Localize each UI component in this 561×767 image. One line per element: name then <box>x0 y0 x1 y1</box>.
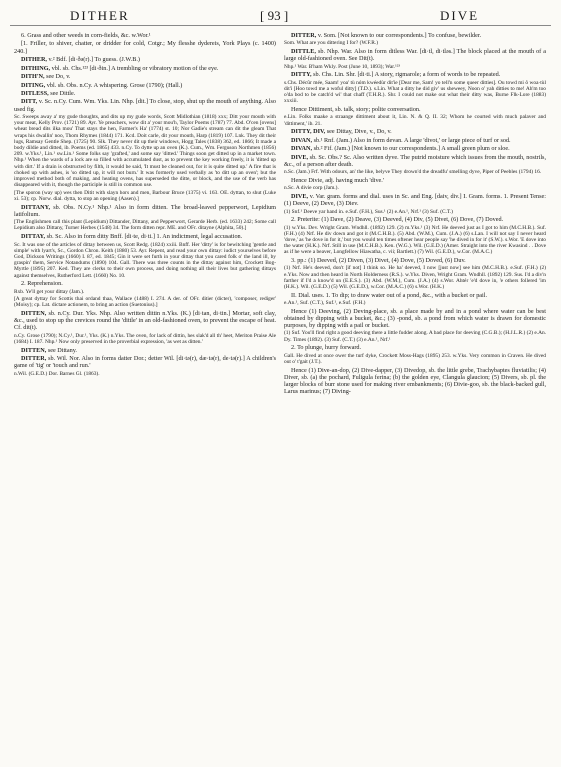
entry-text: sb. Sc. Obs.? Sc. Also written dyve. The putrid moisture which issues from the mouth, nostrils, &c., of a person after death. <box>284 153 546 168</box>
entry-paragraph <box>284 106 546 113</box>
entry-paragraph <box>284 193 546 207</box>
entry-paragraph <box>284 367 546 395</box>
entry-paragraph <box>14 98 276 112</box>
citation-paragraph <box>284 80 546 105</box>
headword: DITING, <box>21 81 46 89</box>
entry-text: v. Sc. n.Cy. Cum. Wm. Yks. Lin. Nhp. [dit.] To close, stop, shut up the mouth of anything. Also used fig. <box>14 98 276 113</box>
entry-paragraph <box>284 154 546 168</box>
citation-paragraph <box>14 289 276 295</box>
entry-text: sb. Wil. Nor. Also in forms datter Dor.; detter Wil. [di·tə(r), dæ·tə(r), de·tə(r).] A children's game of 'tig' or 'touch and run.' <box>14 354 276 370</box>
entry-text: (1) Suf. You'll find right a good deeving there a little fudder along. A bad place for deeving (C.G.B.); (H.J.L.R.) (2) e.An. Dy. Times (1892). (3) Suf. (C.T.) (3) e.An.¹, Nrf.¹ <box>284 330 546 343</box>
headword: DIVAN, <box>291 145 313 153</box>
entry-paragraph <box>284 257 546 264</box>
citation-paragraph <box>284 330 546 342</box>
entry-paragraph <box>14 82 276 89</box>
entry-text: n.Cy. Grose (1790); N.Cy.¹, Dur.¹, Yks. (K.) n.Yks. The oven, for lack of dittin, hes slak'd all th' heet, Meriton Praise Ale (1684) I. 187. Nhp.¹ Now only preserved in the proverbial expression, 'as wet as ditten.' <box>14 332 276 345</box>
entry-text: [The sporon (way up) wes then Ditit with slayn hors and men, Barbour Bruce (1375) vi. 163. OE. dyttan, to shut (Luke xi. 53); cp. Norw. dial. dytta, to stop an opening (Aasen).] <box>14 189 276 203</box>
entry-text: e.Lin. Folks maake a straange dittiment about it, Lin. N. & Q. II. 32; Whom he courted with much palaver and 'dittiment,' ib. 21. <box>284 114 546 127</box>
entry-text: see Dittany. <box>47 346 77 354</box>
entry-text: sb. n.Cy. Dur. Yks. Nhp. Also written dittin n.Yks. (K.) [di·tan, di·tin.] Mortar, soft clay, &c., used to stop up the crevices round the 'dittle' in an old-fashioned oven, to prevent the escape of heat. Cf. dit(t). <box>14 310 276 332</box>
right-column <box>284 32 546 760</box>
entry-text: sb. Sc. Also in form ditty Bnff. [di·te, di·ti.] 1. An indictment, legal accusation. <box>46 233 243 241</box>
headword: DITTEN, <box>21 310 47 318</box>
entry-text: 3. pp.: (1) Deeved, (2) Diven, (3) Divet, (4) Dove, (5) Doved, (6) Duv. <box>291 256 466 264</box>
entry-paragraph <box>14 280 276 287</box>
entry-text: sb. Nhp. War. Also in form ditless War. [di·tl, di·tləs.] The block placed at the mouth of a large old-fashioned oven. See Dit(t). <box>284 48 546 63</box>
citation-paragraph <box>14 219 276 231</box>
citation-paragraph <box>284 225 546 256</box>
entry-text: v. Som. [Not known to our correspondents.] To confuse, bewilder. <box>317 32 482 39</box>
entry-paragraph <box>284 48 546 62</box>
entry-text: s.Chs. Décûr mée, Saam! yoa' tù nóm kwéedùr dit'ie [Dear me, Sam! yo tell'n some queer ditties]. Ou towd mi ô woa·tùl dit'i [Hoo towd me a woful ditty] (T.D.). s.Lin. What a ditty he did giv' us sheweey, Noon o' yah ditties to me! Ah'm too o'da bod to be catch'd wi' that chaff (T.H.R.). Shr. I could not make out what their ditty was, Burne Flk-Lore (1883) xxxiii. <box>284 79 546 105</box>
entry-text: [1. Friller, to shiver, chatter, or dridder for cold, Cotgr.; My flesshe dydereis, York Plays (c. 1400) 240.] <box>14 40 276 55</box>
citation-paragraph <box>284 114 546 126</box>
entry-paragraph <box>284 128 546 135</box>
headword: DITLESS, <box>21 90 49 97</box>
entry-text: see Dittay, Dive, v., Do, v. <box>326 128 392 136</box>
citation-paragraph <box>284 185 546 191</box>
citation-paragraph <box>284 300 546 306</box>
entry-text: Hence Dittiment, sb. talk, story; polite conversation. <box>291 105 421 113</box>
entry-text: 6. Grass and other weeds in corn-fields, &c. w.Wor.¹ <box>21 32 151 39</box>
citation-paragraph <box>284 353 546 365</box>
entry-paragraph <box>14 355 276 369</box>
entry-text: (1) Nrf. He's deeved, don't [if not] I think so. He ha' deeved, I now [just now] see him (M.C.H.B.). e.Suf. (F.H.) (2) e.Yks. Now and then heard in North Holderness (R.S.). w.Yks. Diven, Wright Gram. Wndhll. (1892) 129. Sus. I'd a div'n farther if I'd a know'd un (E.E.S.). (3) Abd. (W.M.), Cum. (J.A.) (4) s.Wor. Ahtér 'e'd dove in, 'e others follered 'im (H.K.). Wil. (G.E.D.) (5) Wil. (G.E.D.), w.Cor. (M.A.C.) (6) s.Wor. (H.K.) <box>284 265 546 291</box>
headword: DITT, <box>21 98 38 106</box>
entry-text: sb. Obs. N.Cy.¹ Nhp.¹ Also in form ditten. The broad-leaved pepperwort, Lepidium latifolium. <box>14 203 276 218</box>
headword: DITTY, DIV, <box>291 128 326 136</box>
entry-text: Nhp.¹ War. B'ham Wkly. Post (June 10, 1893); War.¹²³ <box>284 63 400 70</box>
entry-paragraph <box>14 310 276 331</box>
entry-text: sb. Chs. Lin. Shr. [di·ti.] A story, rigmarole; a form of words to be repeated. <box>313 71 501 79</box>
entry-text: sb.¹ Rnf. (Jam.) Also in form devan. A large 'divot,' or large piece of turf or sod. <box>313 136 511 144</box>
headword: DITHER, <box>21 56 47 64</box>
entry-paragraph <box>14 40 276 54</box>
entry-text: see Do, v. <box>46 73 71 81</box>
citation-paragraph <box>14 296 276 308</box>
headword: DITTAY, <box>21 233 46 241</box>
headword: DIVE, <box>291 153 309 161</box>
entry-text: 2. To plunge, hurry forward. <box>291 344 362 352</box>
entry-paragraph <box>284 344 546 351</box>
entry-paragraph <box>284 308 546 329</box>
entry-text: [The Englishmen call this plant (Lepidium) Dittander, Dittany, and Pepperwort, Gerarde Herb. (ed. 1633) 242; Some call Lepidium also Dittany, Turner Herbes (1548) 34. The form ditten repr. ME. and OFr. ditayne (Alphita, 50).] <box>14 219 276 232</box>
entry-paragraph <box>284 71 546 78</box>
citation-paragraph <box>284 169 546 175</box>
citation-paragraph <box>284 40 546 46</box>
entry-text: v.² Bdf. [di·ðə(r).] To guess. (J.W.B.) <box>48 56 140 64</box>
citation-paragraph <box>14 371 276 377</box>
entry-paragraph <box>14 204 276 218</box>
citation-paragraph <box>284 64 546 70</box>
entry-text: n.Sc. A divie corp (Jam.). <box>284 185 339 192</box>
entry-text: [A great dyttay for Scottis thai ordand thaa, Wallace (1488) I. 274. A der. of OFr. ditier (dicter), 'composer, rediger' (Moisy); cp. Lat. dictare actionem, to bring an action (Suetonius).] <box>14 296 276 309</box>
entry-text: Sc. Sweeps away a' my gude thoughts, and dits up my gude words, Scott Midlothian (1818) xxx; Ditt your mouth with your meat, Kelly Prov. (1721) 89. Ayr. Ye preachers, wow dit a' your mou'h, Taylor Poems (1787) 77. Abd. O'cen [ovens] wheat bread dits ilka mou' That stays the hen, Farmer's Ha' (1774) st. 10; Nor Gadie's stream can dit the gleam That wraps his dwallin' noo, Thom Rhymes (1844) 171. Kcd. Doit carle, dit your mouth, Harp (1819) 107. Lnk. They dit their lugs, Ramsay Gentle Shep. (1725) 90. Slk. They never dit up their windows, Hogg Tales (1838) 362, ed. 1866; It made a body dildie and ditted, ib. Poems (ed. 1865) 433. n.Cy. To dytte up an oven (K.). Cum., Wm. Ferguson Northmen (1856) 209. w.Yks.¹, Lin.¹ sw.Lin.¹ Some folks say 'grafted,' and some say 'ditted.' Things soon get ditted up in a market town. Nhp.¹ When the wards of a lock are so filled with accumulated dust, as to prevent the key working freely, it is 'ditted up with dirt.' If a drain is obstructed by filth, it would be said, 'It must be cleaned out, for it is quite ditted up.' A fire that is choked up with ashes, is 'so ditted up, it will not burn.' It was formerly used verbally as 'to ditt up an oven'; but the improved method both of making, and heating ovens, has superseded the ditte, or block, and the use of the verb has disappeared with it, though the participle is still in common use. <box>14 114 276 189</box>
citation-paragraph <box>284 265 546 290</box>
entry-text: Hence (1) Deeving, (2) Deving-place, sb. a place made by and in a pond where water can be best obtained by dipping with a bucket, &c.; (3) -pond, sb. a pond from which water is drawn for domestic purposes, by dipping with a pail or bucket. <box>284 307 546 329</box>
entry-paragraph <box>14 233 276 240</box>
running-head-left: DITHER <box>70 8 130 23</box>
header-rule <box>10 25 551 26</box>
entry-text: 2. Reprehension. <box>21 280 63 288</box>
headword: DITHING, <box>21 64 51 72</box>
entry-text: Hence (1) Dive-an-dop, (2) Dive-dapper, (3) Divedop, sb. the little grebe, Trachybaptes fluviatilis; (4) Diver, sb. (a) the pochard, Fuligula ferina; (b) the golden eye, Clangula glaucion; (5) Divers, sb. pl. the larger blocks of burr stone used for making river embankments; (6) Divie-goo, sb. the black-backed gull, Larus marinus; (7) Diving- <box>284 366 546 395</box>
headword: DIVAN, <box>291 136 313 144</box>
entry-paragraph <box>14 90 276 97</box>
page-number: [ 93 ] <box>260 8 289 23</box>
headword: DIVE, <box>291 192 309 200</box>
entry-paragraph <box>14 73 276 80</box>
entry-text: n.Sc. (Jam.) Frf. With odours, an' the like, belyve They drown'd the dreadfu' smelling dyve, Piper of Peebles (1794) 16. <box>284 169 542 176</box>
entry-paragraph <box>14 32 276 39</box>
left-column <box>14 32 276 760</box>
headword: DITTANY, <box>21 203 51 211</box>
entry-text: see Dittle. <box>50 90 76 97</box>
citation-paragraph <box>14 242 276 279</box>
entry-text: vbl. sb. Obs. n.Cy. A whispering. Grose (1790); (Hall.) <box>46 81 183 89</box>
headword: DITTLE, <box>291 48 316 56</box>
citation-paragraph <box>14 333 276 345</box>
citation-paragraph <box>14 114 276 188</box>
entry-text: II. Dial. uses. 1. To dip; to draw water out of a pond, &c., with a bucket or pail. <box>291 291 488 299</box>
entry-paragraph <box>284 137 546 144</box>
entry-paragraph <box>284 292 546 299</box>
citation-paragraph <box>284 209 546 215</box>
entry-paragraph <box>284 32 546 39</box>
entry-text: v. Var. gram. forms and dial. uses in Sc. and Eng. [daiv, div.] I. Gram. forms. 1. Present Tense: (1) Deeve, (2) Deve, (3) Diev. <box>284 192 546 208</box>
entry-paragraph <box>14 65 276 72</box>
entry-text: (1) w.Yks. Dev. Wright Gram. Wndhll. (1892) 129. (2) m.Yks.¹ (3) Nrf. He deeved just as I got to him (M.C.H.B.). Suf. (F.H.) (4) Nrf. He div down and got it (M.C.H.B.). (5) Abd. (W.M.), Cum. (J.A.) (6) s.Lan. I will not say I never heard 'dove,' as 'he dove in for it,' but you would ten times oftener hear people say 'he dived in for it' (S.W.). s.Wor. 'E dove into the water (H.K.). Nrf. Still in use (M.C.H.B.). Ken. (W.G.). Wil. (G.E.D.) (Amer. Straight into the river Kwasind . . Dove as if he were a beaver, Longfellow Hiawatha, c. vii; Bartlett.) (7) Wil. (G.E.D.), w.Cor. (M.A.C.) <box>284 224 546 256</box>
headword: DITTEN, <box>21 346 47 354</box>
entry-paragraph <box>14 56 276 63</box>
headword: DITTER, <box>291 32 317 39</box>
running-head-right: DIVE <box>440 8 480 23</box>
entry-text: Hence Divie, adj. having much 'dive.' <box>291 176 384 184</box>
entry-text: e.An.¹, Suf. (C.T.), Suf.¹, e.Suf. (F.H.) <box>284 300 366 307</box>
entry-paragraph <box>284 177 546 184</box>
entry-paragraph <box>284 145 546 152</box>
headword: DITTY, <box>291 71 312 79</box>
citation-paragraph <box>14 190 276 202</box>
entry-paragraph <box>14 347 276 354</box>
entry-text: vbl. sb. Chs.¹²³ [di·ðin.] A trembling or vibratory motion of the eye. <box>51 64 219 72</box>
entry-paragraph <box>284 216 546 223</box>
headword: DITH'N, <box>21 73 45 81</box>
entry-text: 2. Preterite: (1) Dave, (2) Deave, (3) Deeved, (4) Div, (5) Divet, (6) Dove, (7) Doved. <box>291 216 504 224</box>
entry-text: Sc. It was one of the articles of dittay between us, Scott Redg. (1824) xxiii. Bnff. Her 'ditty' is for bewitching 'gentle and simple' with lyart's, Sc., Gordon Chron. Keith (1880) 53. Ayr. Repent, and read your own dittay: iudict yourselves before God, Dickson Writings (1660) I. 87, ed. 1845; Gin it were set furth in your dittay that you cared folk o' the land ill, by graspin' them, Service Notandums (1890) 104. Gall. There was three counts in the dittay against him, Crockett Bog-Myrtle (1895) 207. Ked. They are clerks to their own process, and doing nothing all their lives but gathering dittays against themselves, Rutherford Lett. (1660) No. 10. <box>14 241 276 279</box>
entry-text: sb.² Fif. (Jam.) [Not known to our correspondents.] A small green plum or sloe. <box>313 145 510 153</box>
entry-text: Gall. He dived at once ower the turf dyke, Crockett Moss-Hags (1895) 253. w.Yks. Very common in Craven. He dived out o' t'gait (J.T.). <box>284 352 546 365</box>
headword: DITTER, <box>21 354 47 362</box>
entry-text: n.Wil. (G.E.D.) Dor. Barnes Gl. (1863). <box>14 370 100 377</box>
entry-text: Rxb. Ye'll get your dittay (Jam.). <box>14 288 85 295</box>
entry-text: (1) Snf.¹ Deeve yar hand in. e.Suf. (F.H.), Sus.¹ (2) e.An.¹, Nrf.¹ (3) Suf. (C.T.) <box>284 208 453 215</box>
entry-text: Som. What are you dittering I for? (W.F.R.) <box>284 40 379 47</box>
